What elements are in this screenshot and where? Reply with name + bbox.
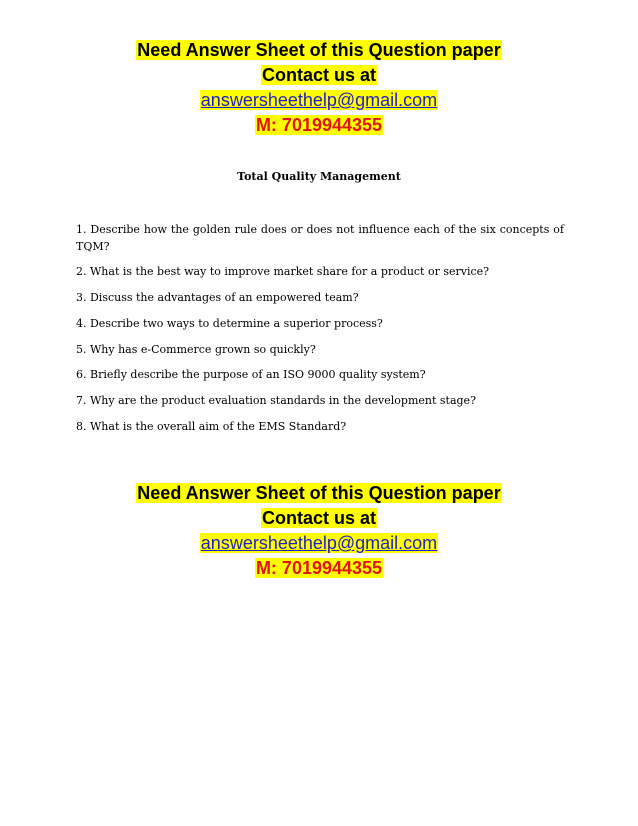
question-item: 5. Why has e-Commerce grown so quickly? bbox=[76, 343, 316, 356]
question-item: 7. Why are the product evaluation standards in the development stage? bbox=[76, 394, 476, 407]
question-item: 2. What is the best way to improve market share for a product or service? bbox=[76, 265, 490, 278]
banner-contact-label: Contact us at bbox=[261, 508, 376, 528]
contact-banner-bottom bbox=[0, 481, 638, 581]
question-item: 3. Discuss the advantages of an empowered team? bbox=[76, 291, 359, 304]
banner-contact-label: Contact us at bbox=[261, 65, 376, 85]
question-item: 8. What is the overall aim of the EMS Standard? bbox=[76, 420, 347, 433]
document-title: Total Quality Management bbox=[237, 170, 401, 183]
question-item: 1. Describe how the golden rule does or does not influence each of the six concepts of TQM? bbox=[76, 223, 564, 253]
banner-email-link[interactable]: answersheethelp@gmail.com bbox=[200, 533, 438, 553]
banner-phone: M: 7019944355 bbox=[255, 558, 383, 578]
banner-headline: Need Answer Sheet of this Question paper bbox=[137, 40, 501, 60]
banner-phone: M: 7019944355 bbox=[255, 115, 383, 135]
banner-email-link[interactable]: answersheethelp@gmail.com bbox=[200, 90, 438, 110]
banner-headline: Need Answer Sheet of this Question paper bbox=[137, 483, 501, 503]
contact-banner-top bbox=[0, 38, 638, 138]
question-item: 6. Briefly describe the purpose of an ISO 9000 quality system? bbox=[76, 368, 426, 381]
question-list bbox=[76, 221, 564, 435]
question-item: 4. Describe two ways to determine a superior process? bbox=[76, 317, 383, 330]
